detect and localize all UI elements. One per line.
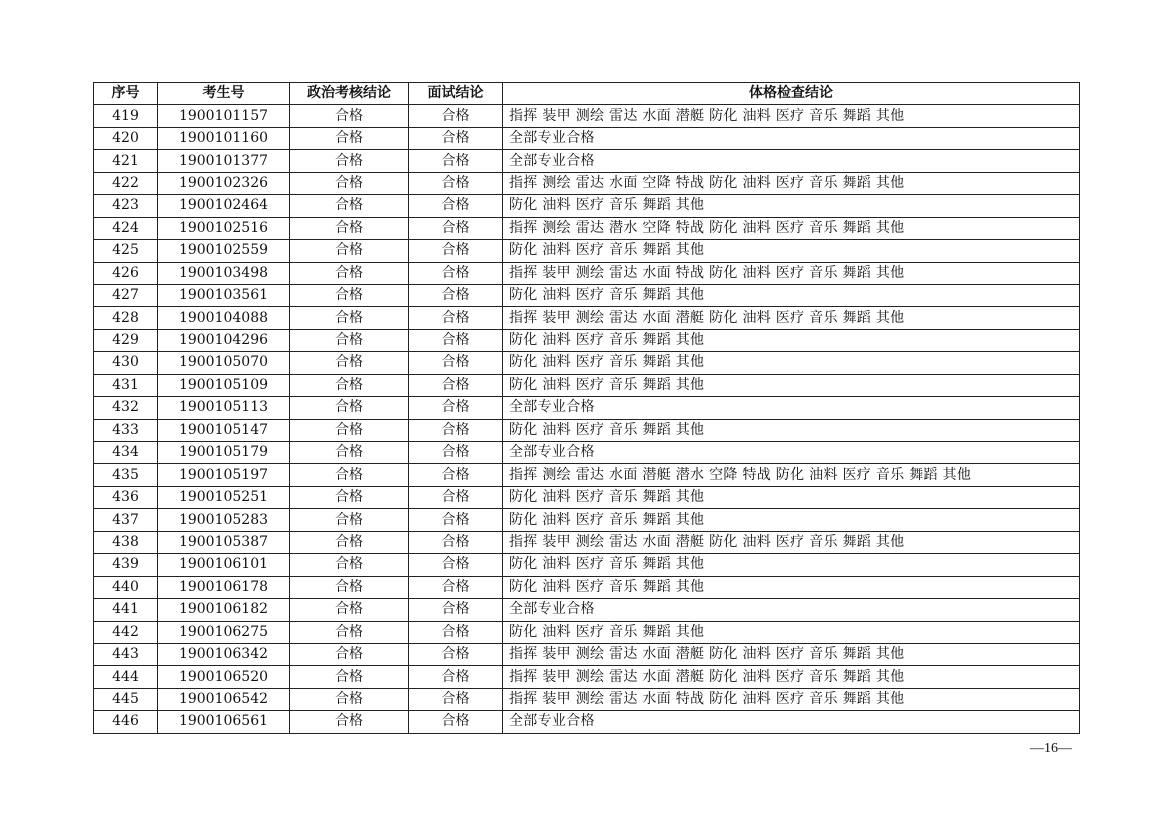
cell-interview-result: 合格: [409, 531, 503, 553]
cell-serial-number: 443: [94, 643, 158, 665]
cell-interview-result: 合格: [409, 442, 503, 464]
cell-political-review: 合格: [290, 621, 409, 643]
table-row: [94, 486, 1080, 508]
cell-interview-result: 合格: [409, 284, 503, 306]
table-row: [94, 711, 1080, 733]
cell-political-review: 合格: [290, 419, 409, 441]
cell-serial-number: 440: [94, 576, 158, 598]
cell-political-review: 合格: [290, 150, 409, 172]
cell-interview-result: 合格: [409, 307, 503, 329]
header-physical-exam: 体格检查结论: [503, 83, 1080, 105]
cell-political-review: 合格: [290, 195, 409, 217]
cell-political-review: 合格: [290, 509, 409, 531]
cell-candidate-number: 1900105251: [158, 486, 290, 508]
cell-physical-exam: 全部专业合格: [503, 127, 1080, 149]
cell-serial-number: 419: [94, 105, 158, 127]
cell-physical-exam: 指挥 装甲 测绘 雷达 水面 特战 防化 油料 医疗 音乐 舞蹈 其他: [503, 688, 1080, 710]
cell-serial-number: 433: [94, 419, 158, 441]
cell-interview-result: 合格: [409, 711, 503, 733]
cell-interview-result: 合格: [409, 352, 503, 374]
table-row: [94, 509, 1080, 531]
cell-political-review: 合格: [290, 531, 409, 553]
cell-physical-exam: 全部专业合格: [503, 599, 1080, 621]
cell-political-review: 合格: [290, 284, 409, 306]
cell-candidate-number: 1900106101: [158, 554, 290, 576]
cell-candidate-number: 1900105387: [158, 531, 290, 553]
cell-candidate-number: 1900106542: [158, 688, 290, 710]
cell-interview-result: 合格: [409, 105, 503, 127]
cell-political-review: 合格: [290, 643, 409, 665]
cell-serial-number: 424: [94, 217, 158, 239]
cell-candidate-number: 1900101160: [158, 127, 290, 149]
cell-political-review: 合格: [290, 172, 409, 194]
table-row: [94, 643, 1080, 665]
cell-candidate-number: 1900106178: [158, 576, 290, 598]
cell-political-review: 合格: [290, 576, 409, 598]
cell-serial-number: 422: [94, 172, 158, 194]
table-row: [94, 262, 1080, 284]
table-row: [94, 307, 1080, 329]
cell-interview-result: 合格: [409, 486, 503, 508]
cell-candidate-number: 1900105109: [158, 374, 290, 396]
cell-serial-number: 437: [94, 509, 158, 531]
cell-serial-number: 438: [94, 531, 158, 553]
cell-interview-result: 合格: [409, 621, 503, 643]
table-row: [94, 217, 1080, 239]
cell-political-review: 合格: [290, 262, 409, 284]
table-row: [94, 329, 1080, 351]
cell-candidate-number: 1900102326: [158, 172, 290, 194]
cell-interview-result: 合格: [409, 599, 503, 621]
cell-interview-result: 合格: [409, 397, 503, 419]
table-row: [94, 352, 1080, 374]
cell-interview-result: 合格: [409, 576, 503, 598]
header-serial-number: 序号: [94, 83, 158, 105]
cell-candidate-number: 1900104088: [158, 307, 290, 329]
table-row: [94, 554, 1080, 576]
cell-candidate-number: 1900103498: [158, 262, 290, 284]
cell-interview-result: 合格: [409, 172, 503, 194]
cell-serial-number: 442: [94, 621, 158, 643]
cell-candidate-number: 1900106342: [158, 643, 290, 665]
cell-physical-exam: 防化 油料 医疗 音乐 舞蹈 其他: [503, 576, 1080, 598]
cell-serial-number: 429: [94, 329, 158, 351]
cell-political-review: 合格: [290, 240, 409, 262]
cell-physical-exam: 防化 油料 医疗 音乐 舞蹈 其他: [503, 621, 1080, 643]
cell-interview-result: 合格: [409, 688, 503, 710]
cell-candidate-number: 1900105197: [158, 464, 290, 486]
cell-political-review: 合格: [290, 374, 409, 396]
cell-physical-exam: 防化 油料 医疗 音乐 舞蹈 其他: [503, 509, 1080, 531]
cell-physical-exam: 指挥 装甲 测绘 雷达 水面 潜艇 防化 油料 医疗 音乐 舞蹈 其他: [503, 666, 1080, 688]
cell-physical-exam: 指挥 装甲 测绘 雷达 水面 潜艇 防化 油料 医疗 音乐 舞蹈 其他: [503, 531, 1080, 553]
cell-serial-number: 428: [94, 307, 158, 329]
cell-political-review: 合格: [290, 105, 409, 127]
table-row: [94, 599, 1080, 621]
cell-candidate-number: 1900106182: [158, 599, 290, 621]
cell-serial-number: 427: [94, 284, 158, 306]
cell-political-review: 合格: [290, 397, 409, 419]
table-row: [94, 172, 1080, 194]
cell-serial-number: 432: [94, 397, 158, 419]
table-row: [94, 464, 1080, 486]
header-row: [94, 83, 1080, 105]
cell-interview-result: 合格: [409, 240, 503, 262]
cell-physical-exam: 全部专业合格: [503, 397, 1080, 419]
cell-physical-exam: 防化 油料 医疗 音乐 舞蹈 其他: [503, 352, 1080, 374]
cell-candidate-number: 1900101157: [158, 105, 290, 127]
cell-interview-result: 合格: [409, 464, 503, 486]
cell-candidate-number: 1900101377: [158, 150, 290, 172]
cell-serial-number: 426: [94, 262, 158, 284]
table-row: [94, 374, 1080, 396]
cell-physical-exam: 全部专业合格: [503, 711, 1080, 733]
table-body: [94, 105, 1080, 733]
cell-physical-exam: 指挥 装甲 测绘 雷达 水面 潜艇 防化 油料 医疗 音乐 舞蹈 其他: [503, 643, 1080, 665]
cell-political-review: 合格: [290, 486, 409, 508]
table-row: [94, 666, 1080, 688]
table-row: [94, 397, 1080, 419]
cell-candidate-number: 1900102464: [158, 195, 290, 217]
cell-interview-result: 合格: [409, 195, 503, 217]
cell-serial-number: 430: [94, 352, 158, 374]
cell-physical-exam: 指挥 装甲 测绘 雷达 水面 特战 防化 油料 医疗 音乐 舞蹈 其他: [503, 262, 1080, 284]
header-interview-result: 面试结论: [409, 83, 503, 105]
cell-physical-exam: 指挥 测绘 雷达 潜水 空降 特战 防化 油料 医疗 音乐 舞蹈 其他: [503, 217, 1080, 239]
header-political-review: 政治考核结论: [290, 83, 409, 105]
cell-serial-number: 425: [94, 240, 158, 262]
cell-serial-number: 420: [94, 127, 158, 149]
cell-interview-result: 合格: [409, 127, 503, 149]
cell-physical-exam: 防化 油料 医疗 音乐 舞蹈 其他: [503, 284, 1080, 306]
cell-physical-exam: 全部专业合格: [503, 150, 1080, 172]
cell-political-review: 合格: [290, 464, 409, 486]
cell-interview-result: 合格: [409, 419, 503, 441]
cell-serial-number: 444: [94, 666, 158, 688]
cell-candidate-number: 1900105147: [158, 419, 290, 441]
cell-serial-number: 435: [94, 464, 158, 486]
cell-candidate-number: 1900106520: [158, 666, 290, 688]
cell-candidate-number: 1900103561: [158, 284, 290, 306]
cell-interview-result: 合格: [409, 643, 503, 665]
cell-candidate-number: 1900105113: [158, 397, 290, 419]
cell-interview-result: 合格: [409, 150, 503, 172]
cell-serial-number: 423: [94, 195, 158, 217]
cell-physical-exam: 防化 油料 医疗 音乐 舞蹈 其他: [503, 374, 1080, 396]
cell-physical-exam: 指挥 装甲 测绘 雷达 水面 潜艇 防化 油料 医疗 音乐 舞蹈 其他: [503, 105, 1080, 127]
table-row: [94, 127, 1080, 149]
table-row: [94, 195, 1080, 217]
table-row: [94, 105, 1080, 127]
cell-serial-number: 446: [94, 711, 158, 733]
cell-interview-result: 合格: [409, 509, 503, 531]
table-row: [94, 688, 1080, 710]
page-number: —16—: [1030, 741, 1072, 756]
cell-physical-exam: 防化 油料 医疗 音乐 舞蹈 其他: [503, 419, 1080, 441]
cell-physical-exam: 指挥 测绘 雷达 水面 空降 特战 防化 油料 医疗 音乐 舞蹈 其他: [503, 172, 1080, 194]
table-row: [94, 150, 1080, 172]
table-row: [94, 621, 1080, 643]
cell-political-review: 合格: [290, 307, 409, 329]
cell-interview-result: 合格: [409, 217, 503, 239]
cell-candidate-number: 1900102516: [158, 217, 290, 239]
cell-candidate-number: 1900105283: [158, 509, 290, 531]
cell-candidate-number: 1900105070: [158, 352, 290, 374]
cell-political-review: 合格: [290, 352, 409, 374]
cell-candidate-number: 1900102559: [158, 240, 290, 262]
cell-political-review: 合格: [290, 127, 409, 149]
cell-physical-exam: 防化 油料 医疗 音乐 舞蹈 其他: [503, 329, 1080, 351]
cell-political-review: 合格: [290, 217, 409, 239]
cell-physical-exam: 防化 油料 医疗 音乐 舞蹈 其他: [503, 554, 1080, 576]
cell-serial-number: 436: [94, 486, 158, 508]
cell-political-review: 合格: [290, 711, 409, 733]
cell-physical-exam: 防化 油料 医疗 音乐 舞蹈 其他: [503, 240, 1080, 262]
cell-serial-number: 421: [94, 150, 158, 172]
cell-political-review: 合格: [290, 688, 409, 710]
cell-interview-result: 合格: [409, 554, 503, 576]
cell-candidate-number: 1900106275: [158, 621, 290, 643]
table-row: [94, 531, 1080, 553]
cell-political-review: 合格: [290, 329, 409, 351]
cell-interview-result: 合格: [409, 666, 503, 688]
cell-political-review: 合格: [290, 554, 409, 576]
header-candidate-number: 考生号: [158, 83, 290, 105]
cell-political-review: 合格: [290, 599, 409, 621]
cell-candidate-number: 1900106561: [158, 711, 290, 733]
table-row: [94, 576, 1080, 598]
cell-political-review: 合格: [290, 666, 409, 688]
table-row: [94, 284, 1080, 306]
cell-physical-exam: 防化 油料 医疗 音乐 舞蹈 其他: [503, 486, 1080, 508]
cell-candidate-number: 1900105179: [158, 442, 290, 464]
results-table: [93, 82, 1080, 734]
cell-serial-number: 445: [94, 688, 158, 710]
cell-candidate-number: 1900104296: [158, 329, 290, 351]
cell-physical-exam: 防化 油料 医疗 音乐 舞蹈 其他: [503, 195, 1080, 217]
table-row: [94, 442, 1080, 464]
table-header: [94, 83, 1080, 105]
cell-physical-exam: 指挥 装甲 测绘 雷达 水面 潜艇 防化 油料 医疗 音乐 舞蹈 其他: [503, 307, 1080, 329]
cell-serial-number: 434: [94, 442, 158, 464]
cell-serial-number: 431: [94, 374, 158, 396]
cell-interview-result: 合格: [409, 262, 503, 284]
cell-physical-exam: 全部专业合格: [503, 442, 1080, 464]
cell-serial-number: 441: [94, 599, 158, 621]
cell-interview-result: 合格: [409, 374, 503, 396]
cell-serial-number: 439: [94, 554, 158, 576]
table-row: [94, 419, 1080, 441]
cell-interview-result: 合格: [409, 329, 503, 351]
table-row: [94, 240, 1080, 262]
cell-physical-exam: 指挥 测绘 雷达 水面 潜艇 潜水 空降 特战 防化 油料 医疗 音乐 舞蹈 其他: [503, 464, 1080, 486]
cell-political-review: 合格: [290, 442, 409, 464]
